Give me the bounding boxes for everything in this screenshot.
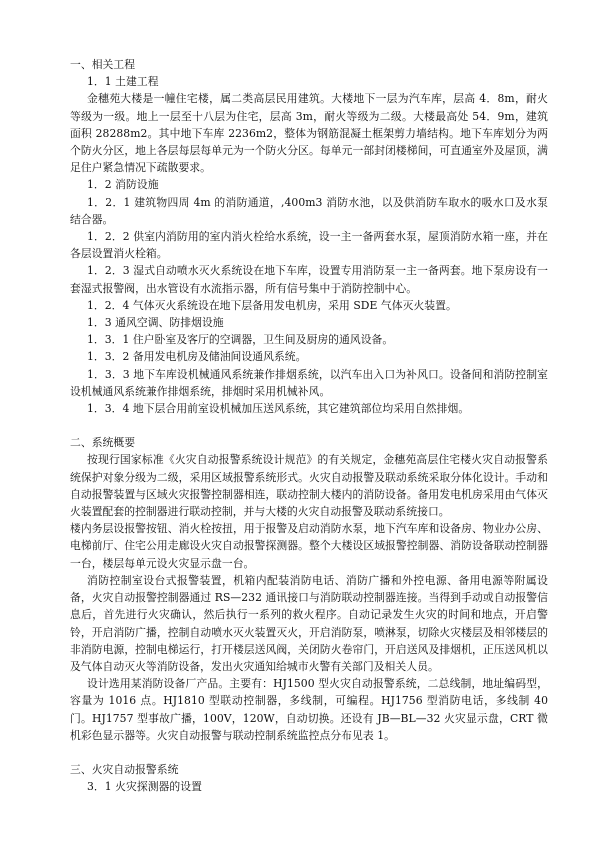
paragraph-1-3-3: 1．3．3 地下车库设机械通风系统兼作排烟系统，以汽车出入口为补风口。设备间和消防控制室设机械通风系统兼作排烟系统，排烟时采用机械补风。 xyxy=(70,367,548,398)
paragraph-2-1: 按现行国家标准《火灾自动报警系统设计规范》的有关规定，金穗苑高层住宅楼火灾自动报警系统保护对象分级为二级，采用区域报警系统形式。火灾自动报警及联动系统采取分体化设计。手动和自动报警装置与区域火灾报警控制器相连，联动控制大楼内的消防设备。备用发电机房采用由气体灭火装置配套的控制器进行联动控制，并与大楼的火灾自动报警及联动系统接口。 xyxy=(70,453,548,519)
section-1-heading: 一、相关工程 xyxy=(70,58,136,71)
section-2-heading: 二、系统概要 xyxy=(70,436,136,450)
subsection-1-2-heading: 1．2 消防设施 xyxy=(87,178,159,192)
paragraph-2-2: 楼内务层设报警按钮、消火栓按扭，用于报警及启动消防水泵，地下汽车库和设备房、物业办公房、电梯前厅、住宅公用走廊设火灾自动报警探测器。整个大楼设区域报警控制器、消防设备联动控制器一台，楼层每单元设火灾显示盘一台。 xyxy=(70,522,548,570)
paragraph-2-4: 设计选用某消防设备厂产品。主要有：HJ1500 型火灾自动报警系统，二总线制，地址编码型，容量为 1016 点。HJ1810 型联动控制器，多线制，可编程。HJ1756 型消防电话，多线制 40 门。HJ1757 型事故广播，100V，120W，自动切换。还设有 JB—BL—32 火灾显示盘，CRT 微机彩色显示器等。火灾自动报警与联动控制系统监控点分布见表 1。 xyxy=(70,677,548,742)
section-spacer xyxy=(70,417,548,434)
paragraph-1-2-4: 1．2．4 气体灭火系统设在地下层备用发电机房，采用 SDE 气体灭火装置。 xyxy=(87,298,457,312)
section-3-heading: 三、火灾自动报警系统 xyxy=(70,762,179,776)
section-spacer xyxy=(70,744,548,761)
subsection-1-1-heading: 1．1 土建工程 xyxy=(87,75,159,89)
paragraph-2-3: 消防控制室设台式报警装置，机箱内配装消防电话、消防广播和外控电源、备用电源等附属设备，火灾自动报警控制器通过 RS—232 通讯接口与消防联动控制器连接。当得到手动或自动报警信息后，首先进行火灾确认，然后执行一系列的救火程序。自动记录发生火灾的时间和地点，开启警铃，开启消防广播，控制自动喷水灭火装置灭火，开启消防泵，喷淋泵，切除火灾楼层及相邻楼层的非消防电源，控制电梯运行，打开楼层送风阀，关闭防火卷帘门，开启送风及排烟机，正压送风机以及气体自动灭火等消防设备，发出火灾通知给城市火警有关部门及相关人员。 xyxy=(70,573,548,673)
paragraph-1-2-1: 1．2．1 建筑物四周 4m 的消防通道，,400m3 消防水池，以及供消防车取水的吸水口及水泵结合器。 xyxy=(70,195,548,226)
paragraph-1-2-3: 1．2．3 湿式自动喷水灭火系统设在地下车库，设置专用消防泵一主一备两套。地下泵房设有一套湿式报警阀，出水管设有水流指示器，所有信号集中于消防控制中心。 xyxy=(70,264,548,295)
document-body xyxy=(70,56,548,795)
paragraph-1-1: 金穗苑大楼是一幢住宅楼，属二类高层民用建筑。大楼地下一层为汽车库，层高 4．8m，耐火等级为一级。地上一层至十八层为住宅，层高 3m，耐火等级为二级。大楼最高处 54．9m，建筑面积 28288m2。其中地下车库 2236m2，整体为钢筋混凝土框架剪力墙结构。地下车库划分为两个防火分区，地上各层每层每单元为一个防火分区。每单元一部封闭楼梯间，可直通室外及屋顶，满足住户紧急情况下疏散要求。 xyxy=(70,92,548,175)
paragraph-1-3-4: 1．3．4 地下层合用前室设机械加压送风系统，其它建筑部位均采用自然排烟。 xyxy=(87,402,470,416)
subsection-3-1-heading: 3．1 火灾探测器的设置 xyxy=(87,780,202,794)
paragraph-1-2-2: 1．2．2 供室内消防用的室内消火栓给水系统，设一主一备两套水泵，屋顶消防水箱一座，并在各层设置消火栓箱。 xyxy=(70,230,548,261)
subsection-1-3-heading: 1．3 通风空调、防排烟设施 xyxy=(87,316,224,330)
paragraph-1-3-1: 1．3．1 住户卧室及客厅的空调器，卫生间及厨房的通风设备。 xyxy=(87,333,394,347)
paragraph-1-3-2: 1．3．2 备用发电机房及储油间设通风系统。 xyxy=(87,350,307,364)
